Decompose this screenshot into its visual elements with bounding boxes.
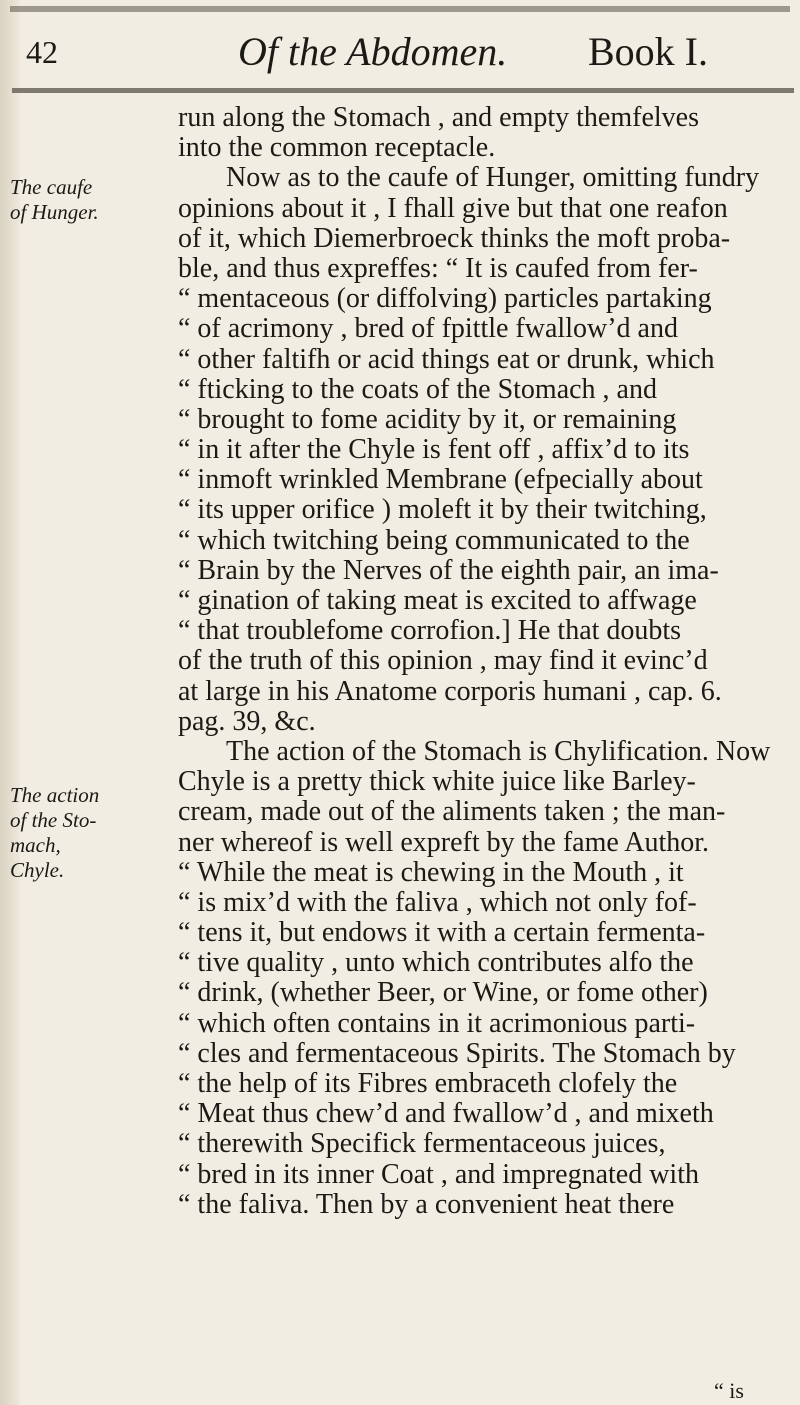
text-line: “ fticking to the coats of the Stomach , and	[178, 374, 657, 405]
text-line: “ other faltifh or acid things eat or drunk, which	[178, 344, 715, 375]
body-text	[178, 103, 788, 1220]
text-line: of the truth of this opinion , may find it evinc’d	[178, 646, 708, 677]
text-line: Chyle is a pretty thick white juice like Barley-	[178, 767, 696, 798]
text-line: cream, made out of the aliments taken ; the man-	[178, 797, 726, 828]
text-line: “ is mix’d with the faliva , which not only fof-	[178, 887, 697, 918]
text-line: “ Meat thus chew’d and fwallow’d , and mixeth	[178, 1099, 714, 1130]
text-line: “ While the meat is chewing in the Mouth , it	[178, 857, 684, 888]
margin-note-line: of Hunger.	[10, 200, 99, 224]
text-line: run along the Stomach , and empty themfelves	[178, 103, 699, 133]
text-line: “ gination of taking meat is excited to affwage	[178, 586, 697, 616]
text-line: into the common receptacle.	[178, 133, 496, 164]
text-line: “ in it after the Chyle is fent off , affix’d to its	[178, 435, 690, 466]
text-line: “ tive quality , unto which contributes alfo the	[178, 948, 694, 979]
catchword: “ is	[714, 1378, 744, 1403]
top-rule	[10, 6, 790, 12]
page-number: 42	[26, 34, 58, 70]
text-line: at large in his Anatome corporis humani , cap. 6.	[178, 676, 722, 707]
running-title: Of the Abdomen.	[238, 29, 508, 74]
text-line: “ which often contains in it acrimonious parti-	[178, 1008, 696, 1039]
text-line: ble, and thus expreffes: “ It is caufed from fer-	[178, 253, 698, 284]
margin-note-line: The action	[10, 783, 100, 807]
margin-note-hunger	[10, 175, 125, 225]
book-label: Book I.	[588, 29, 708, 74]
text-line: Now as to the caufe of Hunger, omitting fundry	[226, 163, 760, 194]
text-line: “ the help of its Fibres embraceth clofely the	[178, 1069, 678, 1099]
text-line: “ its upper orifice ) moleft it by their twitching,	[178, 495, 707, 526]
text-line: “ mentaceous (or diffolving) particles partaking	[178, 284, 712, 315]
page-header	[0, 28, 800, 78]
text-line: “ Brain by the Nerves of the eighth pair, an ima-	[178, 555, 719, 586]
text-line: “ of acrimony , bred of fpittle fwallow’d and	[178, 314, 678, 345]
text-line: pag. 39, &c.	[178, 706, 316, 737]
text-line: “ tens it, but endows it with a certain fermenta-	[178, 918, 706, 949]
text-line: opinions about it , I fhall give but that one reafon	[178, 193, 728, 224]
text-line: “ bred in its inner Coat , and impregnated with	[178, 1159, 699, 1190]
text-line: “ therewith Specifick fermentaceous juices,	[178, 1129, 666, 1160]
text-line: “ which twitching being communicated to the	[178, 525, 690, 556]
text-line: ner whereof is well expreft by the fame Author.	[178, 827, 710, 858]
text-line: “ that troublefome corrofion.] He that doubts	[178, 616, 682, 647]
text-line: “ brought to fome acidity by it, or remaining	[178, 404, 677, 435]
text-line: “ cles and fermentaceous Spirits. The Stomach by	[178, 1038, 736, 1069]
header-rule	[12, 88, 794, 93]
margin-note-line: of the Sto-	[10, 808, 97, 832]
margin-note-line: The caufe	[10, 175, 93, 199]
margin-note-line: Chyle.	[10, 858, 65, 882]
margin-note-stomach	[10, 783, 125, 883]
text-line: “ the faliva. Then by a convenient heat there	[178, 1189, 675, 1220]
text-line: “ drink, (whether Beer, or Wine, or fome other)	[178, 978, 708, 1009]
text-line: of it, which Diemerbroeck thinks the moft proba-	[178, 223, 731, 254]
text-line: The action of the Stomach is Chylification. Now	[226, 736, 771, 767]
text-line: “ inmoft wrinkled Membrane (efpecially about	[178, 465, 703, 496]
margin-note-line: mach,	[10, 833, 61, 857]
